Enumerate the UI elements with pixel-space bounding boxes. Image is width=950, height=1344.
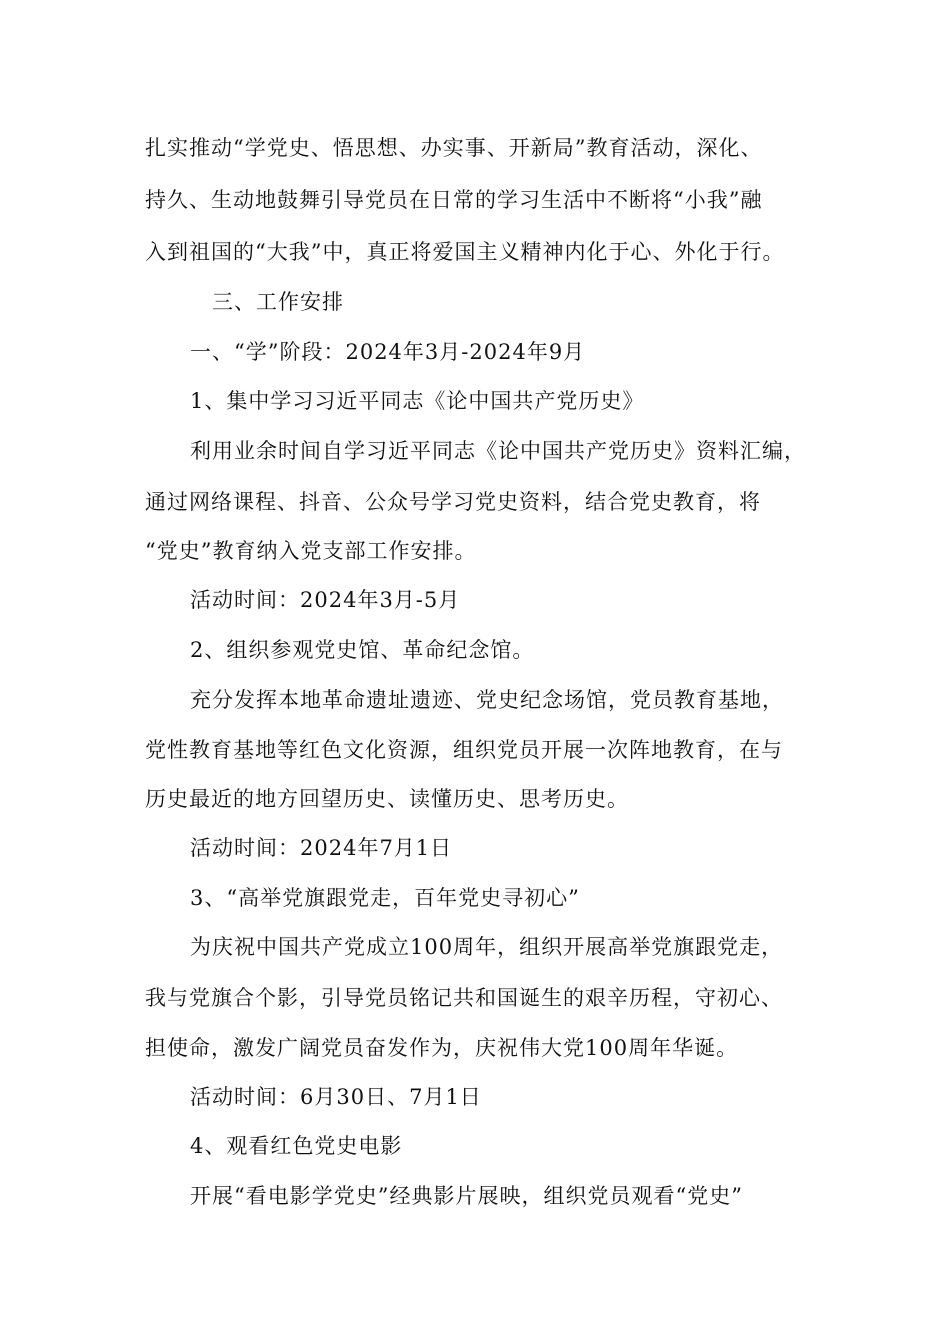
paragraph-line: 历史最近的地方回望历史、读懂历史、思考历史。 [145,787,629,811]
paragraph-line: 开展“看电影学党史”经典影片展映，组织党员观看“党史” [190,1184,743,1208]
activity-time: 活动时间：2024年7月1日 [190,836,453,860]
stage-heading: 一、“学”阶段：2024年3月-2024年9月 [190,340,586,364]
paragraph-line: 党性教育基地等红色文化资源，组织党员开展一次阵地教育，在与 [145,738,783,762]
paragraph-line: 担使命，激发广阔党员奋发作为，庆祝伟大党100周年华诞。 [145,1036,739,1060]
paragraph-line: 为庆祝中国共产党成立100周年，组织开展高举党旗跟党走， [190,935,784,959]
item-heading: 1、集中学习习近平同志《论中国共产党历史》 [190,389,645,413]
section-heading: 三、工作安排 [212,290,344,314]
item-heading: 3、“高举党旗跟党走，百年党史寻初心” [190,886,580,910]
item-heading: 4、观看红色党史电影 [190,1134,403,1158]
paragraph-line: 扎实推动“学党史、悟思想、办实事、开新局”教育活动，深化、 [145,136,763,160]
paragraph-line: 入到祖国的“大我”中，真正将爱国主义精神内化于心、外化于行。 [145,240,785,264]
item-heading: 2、组织参观党史馆、革命纪念馆。 [190,638,535,662]
paragraph-line: 我与党旗合个影，引导党员铭记共和国诞生的艰辛历程，守初心、 [145,986,783,1010]
activity-time: 活动时间：6月30日、7月1日 [190,1085,482,1109]
paragraph-line: 充分发挥本地革命遗址遗迹、党史纪念场馆，党员教育基地， [190,688,784,712]
paragraph-line: “党史”教育纳入党支部工作安排。 [145,539,477,563]
activity-time: 活动时间：2024年3月-5月 [190,588,461,612]
paragraph-line: 持久、生动地鼓舞引导党员在日常的学习生活中不断将“小我”融 [145,188,763,212]
paragraph-line: 利用业余时间自学习近平同志《论中国共产党历史》资料汇编， [190,439,806,463]
paragraph-line: 通过网络课程、抖音、公众号学习党史资料，结合党史教育，将 [145,490,761,514]
